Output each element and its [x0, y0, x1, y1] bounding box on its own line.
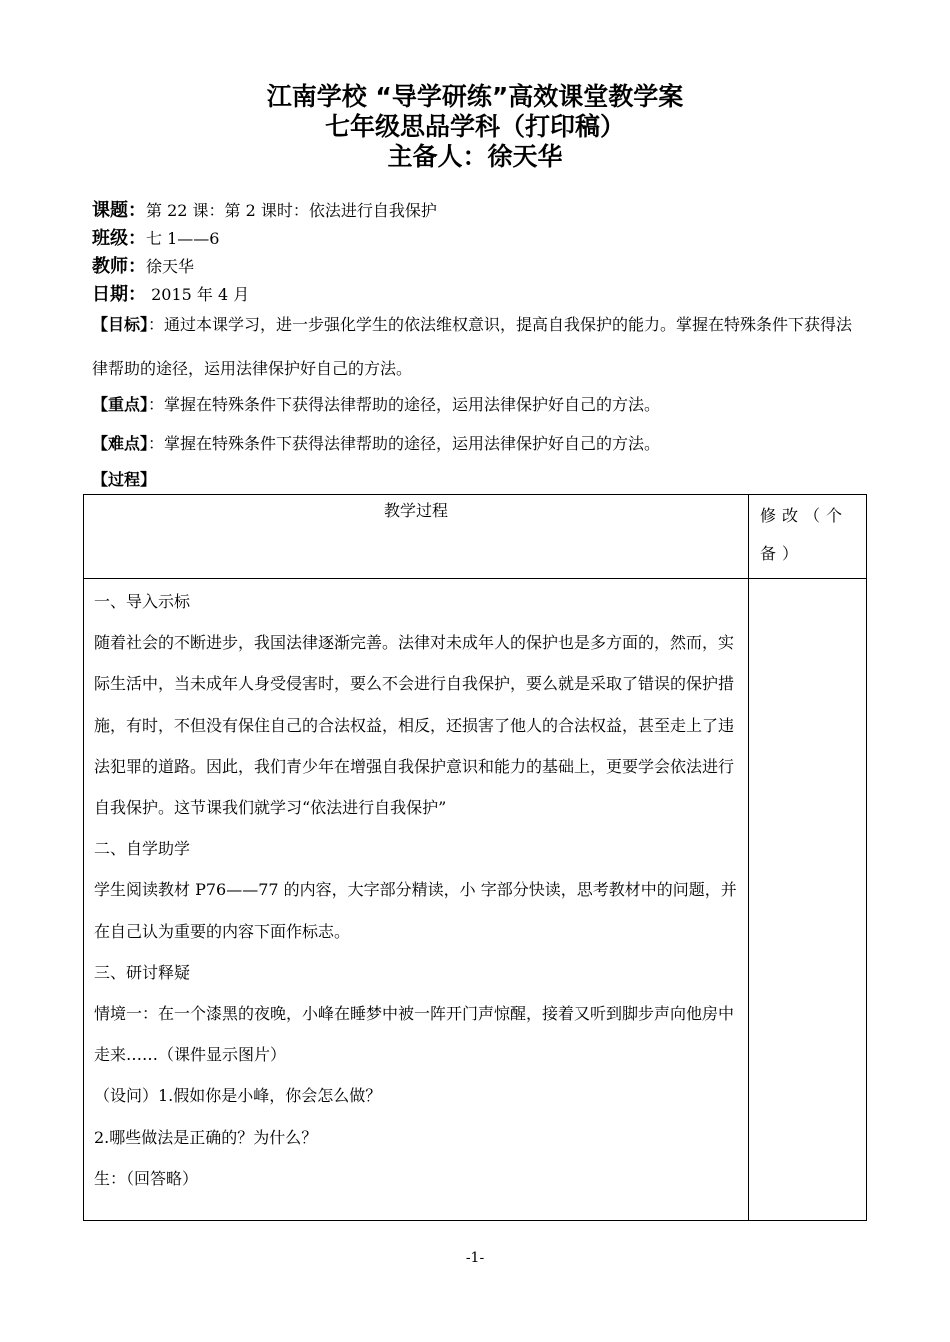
section-heading-self-study: 二、自学助学 — [94, 839, 191, 859]
goal-label: 【目标】 — [92, 315, 149, 334]
section-heading-discussion: 三、研讨释疑 — [94, 962, 191, 982]
key-point-text: ：掌握在特殊条件下获得法律帮助的途径，运用法律保护好自己的方法。 — [148, 395, 661, 414]
document-title: 江南学校 “导学研练”高效课堂教学案 — [266, 82, 684, 111]
class-label: 班级： — [92, 228, 146, 249]
page-number: -1- — [465, 1250, 485, 1266]
lesson-content — [94, 581, 739, 1199]
table-header-divider — [84, 578, 866, 579]
student-answer: 生：（回答略） — [94, 1168, 199, 1188]
class-row — [92, 228, 219, 250]
intro-paragraph: 随着社会的不断进步，我国法律逐渐完善。法律对未成年人的保护也是多方面的，然而，实际生活中，当未成年人身受侵害时，要么不会进行自我保护，要么就是采取了错误的保护措施，有时，不但没有保住自己的合法权益，相反，还损害了他人的合法权益，甚至走上了违法犯罪的道路。因此，我们青少年在增强自我保护意识和能力的基础上，更要学会依法进行自我保护。这节课我们就学习“依法进行自我保护” — [94, 633, 735, 818]
topic-value: 第 22 课：第 2 课时：依法进行自我保护 — [146, 201, 437, 220]
key-point-paragraph — [92, 383, 867, 427]
question-1: （设问）1.假如你是小峰，你会怎么做？ — [94, 1086, 382, 1106]
table-column-divider — [748, 495, 749, 1220]
teacher-value: 徐天华 — [146, 257, 195, 276]
scenario-paragraph: 情境一：在一个漆黑的夜晚，小峰在睡梦中被一阵开门声惊醒，接着又听到脚步声向他房中走来……（课件显示图片） — [94, 1004, 735, 1065]
goal-paragraph — [92, 303, 867, 391]
difficult-point-label: 【难点】 — [92, 434, 149, 453]
teacher-label: 教师： — [92, 256, 146, 277]
key-point-label: 【重点】 — [92, 395, 149, 414]
lesson-table — [83, 494, 867, 1221]
self-study-paragraph: 学生阅读教材 P76——77 的内容，大字部分精读，小 字部分快读，思考教材中的问题，并在自己认为重要的内容下面作标志。 — [94, 880, 737, 941]
section-heading-intro: 一、导入示标 — [94, 592, 191, 611]
question-2: 2.哪些做法是正确的？为什么？ — [94, 1127, 318, 1147]
date-label: 日期： — [92, 284, 146, 305]
date-value: 2015 年 4 月 — [146, 285, 250, 304]
teacher-row — [92, 256, 194, 278]
author-title: 主备人：徐天华 — [387, 142, 563, 171]
column-header-process: 教学过程 — [383, 501, 448, 520]
topic-label: 课题： — [92, 200, 146, 221]
difficult-point-text: ：掌握在特殊条件下获得法律帮助的途径，运用法律保护好自己的方法。 — [148, 434, 661, 453]
topic-row — [92, 200, 437, 222]
class-value: 七 1——6 — [146, 229, 220, 248]
subject-title: 七年级思品学科（打印稿） — [324, 112, 625, 141]
column-header-revision: 修改（个备） — [760, 506, 849, 563]
process-label: 【过程】 — [92, 470, 157, 489]
goal-text: ：通过本课学习，进一步强化学生的依法维权意识，提高自我保护的能力。掌握在特殊条件下获得法律帮助的途径，运用法律保护好自己的方法。 — [92, 315, 853, 378]
